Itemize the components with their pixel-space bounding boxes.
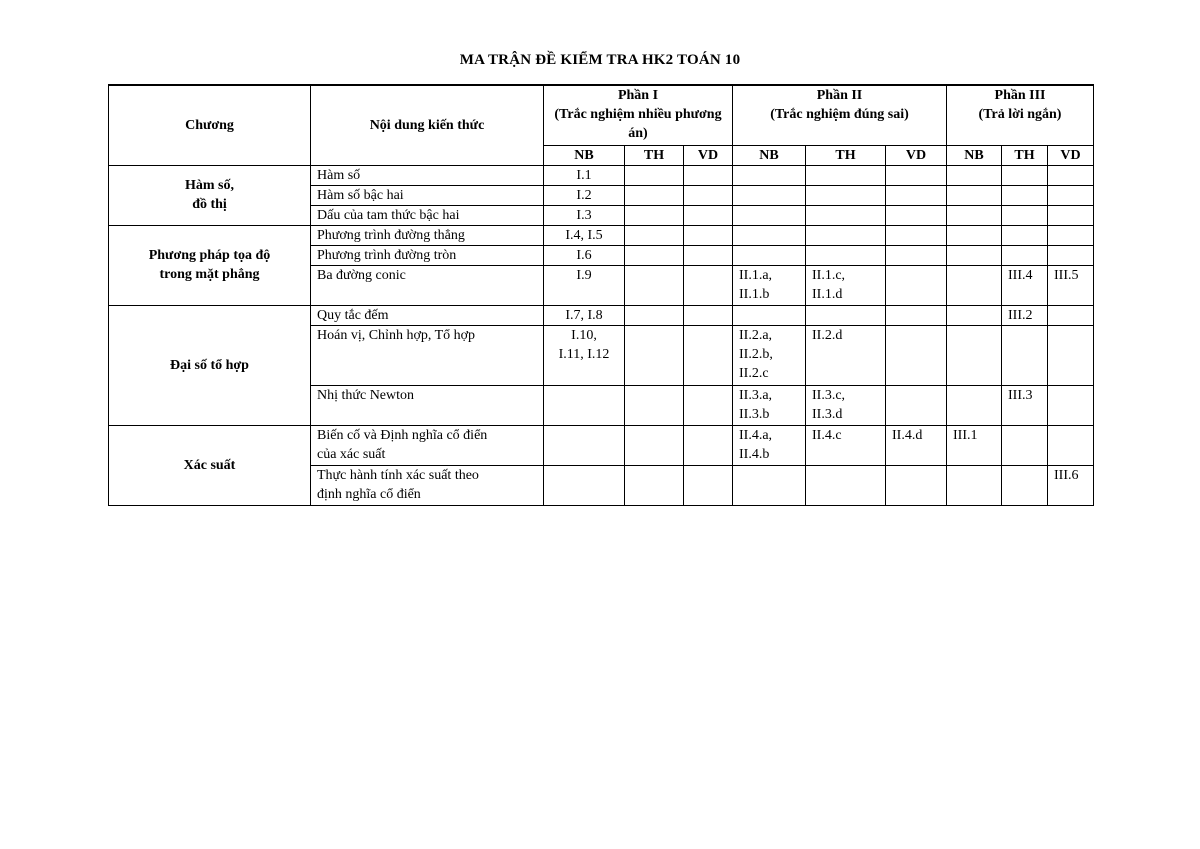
cell-p2-nb bbox=[733, 305, 806, 325]
cell-p2-th: II.4.c bbox=[806, 425, 886, 465]
cell-p3-nb bbox=[947, 385, 1002, 425]
cell-p2-th bbox=[806, 465, 886, 505]
cell-p3-vd bbox=[1048, 305, 1094, 325]
cell-p3-nb bbox=[947, 165, 1002, 185]
cell-p3-nb bbox=[947, 265, 1002, 305]
header-content: Nội dung kiến thức bbox=[311, 85, 544, 165]
content-cell: Hàm số bậc hai bbox=[311, 185, 544, 205]
cell-p1-nb: I.1 bbox=[544, 165, 625, 185]
table-row bbox=[109, 225, 1094, 245]
content-cell: Quy tắc đếm bbox=[311, 305, 544, 325]
cell-p1-vd bbox=[684, 185, 733, 205]
cell-p1-th bbox=[625, 325, 684, 385]
cell-p2-nb: II.2.a, II.2.b, II.2.c bbox=[733, 325, 806, 385]
cell-p1-vd bbox=[684, 165, 733, 185]
chapter-cell: Hàm số, đồ thị bbox=[109, 165, 311, 225]
header-part-2 bbox=[733, 85, 947, 145]
cell-p1-vd bbox=[684, 325, 733, 385]
cell-p1-th bbox=[625, 205, 684, 225]
content-cell: Hoán vị, Chỉnh hợp, Tổ hợp bbox=[311, 325, 544, 385]
cell-p1-vd bbox=[684, 205, 733, 225]
cell-p3-nb bbox=[947, 325, 1002, 385]
cell-p2-th bbox=[806, 165, 886, 185]
page-title: MA TRẬN ĐỀ KIỂM TRA HK2 TOÁN 10 bbox=[459, 52, 741, 68]
cell-p1-vd bbox=[684, 225, 733, 245]
level-vd-part-2: VD bbox=[886, 145, 947, 165]
cell-p2-nb bbox=[733, 185, 806, 205]
cell-p2-nb bbox=[733, 245, 806, 265]
cell-p2-th: II.2.d bbox=[806, 325, 886, 385]
content-cell: Phương trình đường thẳng bbox=[311, 225, 544, 245]
cell-p2-nb bbox=[733, 465, 806, 505]
content-cell: Nhị thức Newton bbox=[311, 385, 544, 425]
cell-p1-th bbox=[625, 225, 684, 245]
cell-p2-th bbox=[806, 245, 886, 265]
cell-p3-nb bbox=[947, 225, 1002, 245]
cell-p1-nb: I.3 bbox=[544, 205, 625, 225]
cell-p1-th bbox=[625, 425, 684, 465]
cell-p3-vd: III.5 bbox=[1048, 265, 1094, 305]
cell-p3-vd bbox=[1048, 185, 1094, 205]
header-part-3 bbox=[947, 85, 1094, 145]
cell-p1-vd bbox=[684, 305, 733, 325]
cell-p3-th bbox=[1002, 185, 1048, 205]
cell-p1-vd bbox=[684, 385, 733, 425]
level-vd-part-1: VD bbox=[684, 145, 733, 165]
cell-p2-vd bbox=[886, 265, 947, 305]
cell-p2-vd bbox=[886, 305, 947, 325]
cell-p1-th bbox=[625, 385, 684, 425]
cell-p2-vd bbox=[886, 225, 947, 245]
cell-p3-th bbox=[1002, 245, 1048, 265]
header-part-2-name: Phần II bbox=[816, 88, 863, 103]
cell-p3-vd: III.6 bbox=[1048, 465, 1094, 505]
level-th-part-2: TH bbox=[806, 145, 886, 165]
cell-p3-th bbox=[1002, 465, 1048, 505]
cell-p3-nb bbox=[947, 205, 1002, 225]
header-part-3-desc: (Trả lời ngắn) bbox=[978, 107, 1062, 122]
cell-p1-vd bbox=[684, 245, 733, 265]
cell-p1-th bbox=[625, 305, 684, 325]
cell-p1-vd bbox=[684, 265, 733, 305]
cell-p3-th: III.3 bbox=[1002, 385, 1048, 425]
cell-p1-nb bbox=[544, 425, 625, 465]
cell-p2-vd bbox=[886, 245, 947, 265]
cell-p3-th: III.4 bbox=[1002, 265, 1048, 305]
exam-matrix-table bbox=[108, 84, 1094, 506]
cell-p2-vd bbox=[886, 465, 947, 505]
cell-p2-nb bbox=[733, 205, 806, 225]
cell-p2-th: II.3.c, II.3.d bbox=[806, 385, 886, 425]
table-row bbox=[109, 425, 1094, 465]
cell-p3-vd bbox=[1048, 325, 1094, 385]
cell-p2-nb bbox=[733, 165, 806, 185]
level-nb-part-1: NB bbox=[544, 145, 625, 165]
cell-p2-nb: II.1.a, II.1.b bbox=[733, 265, 806, 305]
chapter-cell: Xác suất bbox=[109, 425, 311, 505]
cell-p1-nb bbox=[544, 465, 625, 505]
cell-p1-vd bbox=[684, 465, 733, 505]
cell-p2-vd bbox=[886, 325, 947, 385]
level-th-part-3: TH bbox=[1002, 145, 1048, 165]
cell-p2-th bbox=[806, 205, 886, 225]
table-row bbox=[109, 305, 1094, 325]
cell-p1-th bbox=[625, 465, 684, 505]
cell-p3-nb bbox=[947, 465, 1002, 505]
cell-p2-th bbox=[806, 225, 886, 245]
cell-p3-th: III.2 bbox=[1002, 305, 1048, 325]
content-cell: Biến cố và Định nghĩa cổ điển của xác suất bbox=[311, 425, 544, 465]
content-cell: Dấu của tam thức bậc hai bbox=[311, 205, 544, 225]
cell-p3-vd bbox=[1048, 385, 1094, 425]
cell-p2-vd bbox=[886, 205, 947, 225]
cell-p3-vd bbox=[1048, 225, 1094, 245]
cell-p3-th bbox=[1002, 205, 1048, 225]
cell-p1-th bbox=[625, 185, 684, 205]
header-part-2-desc: (Trắc nghiệm đúng sai) bbox=[770, 107, 909, 122]
cell-p3-vd bbox=[1048, 245, 1094, 265]
content-cell: Ba đường conic bbox=[311, 265, 544, 305]
cell-p3-nb bbox=[947, 185, 1002, 205]
cell-p3-vd bbox=[1048, 165, 1094, 185]
cell-p1-nb: I.9 bbox=[544, 265, 625, 305]
header-part-1-desc: (Trắc nghiệm nhiều phương án) bbox=[554, 107, 722, 141]
cell-p3-nb bbox=[947, 305, 1002, 325]
cell-p2-vd bbox=[886, 165, 947, 185]
cell-p3-th bbox=[1002, 165, 1048, 185]
chapter-cell: Phương pháp tọa độ trong mặt phẳng bbox=[109, 225, 311, 305]
header-part-1 bbox=[544, 85, 733, 145]
cell-p3-nb: III.1 bbox=[947, 425, 1002, 465]
cell-p1-nb: I.10, I.11, I.12 bbox=[544, 325, 625, 385]
cell-p3-th bbox=[1002, 225, 1048, 245]
cell-p2-nb bbox=[733, 225, 806, 245]
cell-p2-th: II.1.c, II.1.d bbox=[806, 265, 886, 305]
cell-p1-nb: I.7, I.8 bbox=[544, 305, 625, 325]
level-th-part-1: TH bbox=[625, 145, 684, 165]
cell-p2-nb: II.3.a, II.3.b bbox=[733, 385, 806, 425]
cell-p1-nb: I.4, I.5 bbox=[544, 225, 625, 245]
content-cell: Thực hành tính xác suất theo định nghĩa cổ điển bbox=[311, 465, 544, 505]
header-part-1-name: Phần I bbox=[617, 88, 659, 103]
cell-p1-nb: I.2 bbox=[544, 185, 625, 205]
table-row bbox=[109, 165, 1094, 185]
level-nb-part-2: NB bbox=[733, 145, 806, 165]
cell-p3-vd bbox=[1048, 425, 1094, 465]
chapter-cell: Đại số tổ hợp bbox=[109, 305, 311, 425]
cell-p2-nb: II.4.a, II.4.b bbox=[733, 425, 806, 465]
level-vd-part-3: VD bbox=[1048, 145, 1094, 165]
cell-p1-nb: I.6 bbox=[544, 245, 625, 265]
cell-p1-nb bbox=[544, 385, 625, 425]
cell-p1-vd bbox=[684, 425, 733, 465]
header-chapter: Chương bbox=[109, 85, 311, 165]
cell-p3-th bbox=[1002, 425, 1048, 465]
cell-p2-vd bbox=[886, 385, 947, 425]
cell-p2-th bbox=[806, 305, 886, 325]
cell-p2-th bbox=[806, 185, 886, 205]
cell-p2-vd: II.4.d bbox=[886, 425, 947, 465]
level-nb-part-3: NB bbox=[947, 145, 1002, 165]
cell-p1-th bbox=[625, 265, 684, 305]
cell-p3-th bbox=[1002, 325, 1048, 385]
cell-p1-th bbox=[625, 165, 684, 185]
content-cell: Hàm số bbox=[311, 165, 544, 185]
content-cell: Phương trình đường tròn bbox=[311, 245, 544, 265]
cell-p1-th bbox=[625, 245, 684, 265]
header-part-3-name: Phần III bbox=[994, 88, 1046, 103]
cell-p3-nb bbox=[947, 245, 1002, 265]
cell-p3-vd bbox=[1048, 205, 1094, 225]
cell-p2-vd bbox=[886, 185, 947, 205]
